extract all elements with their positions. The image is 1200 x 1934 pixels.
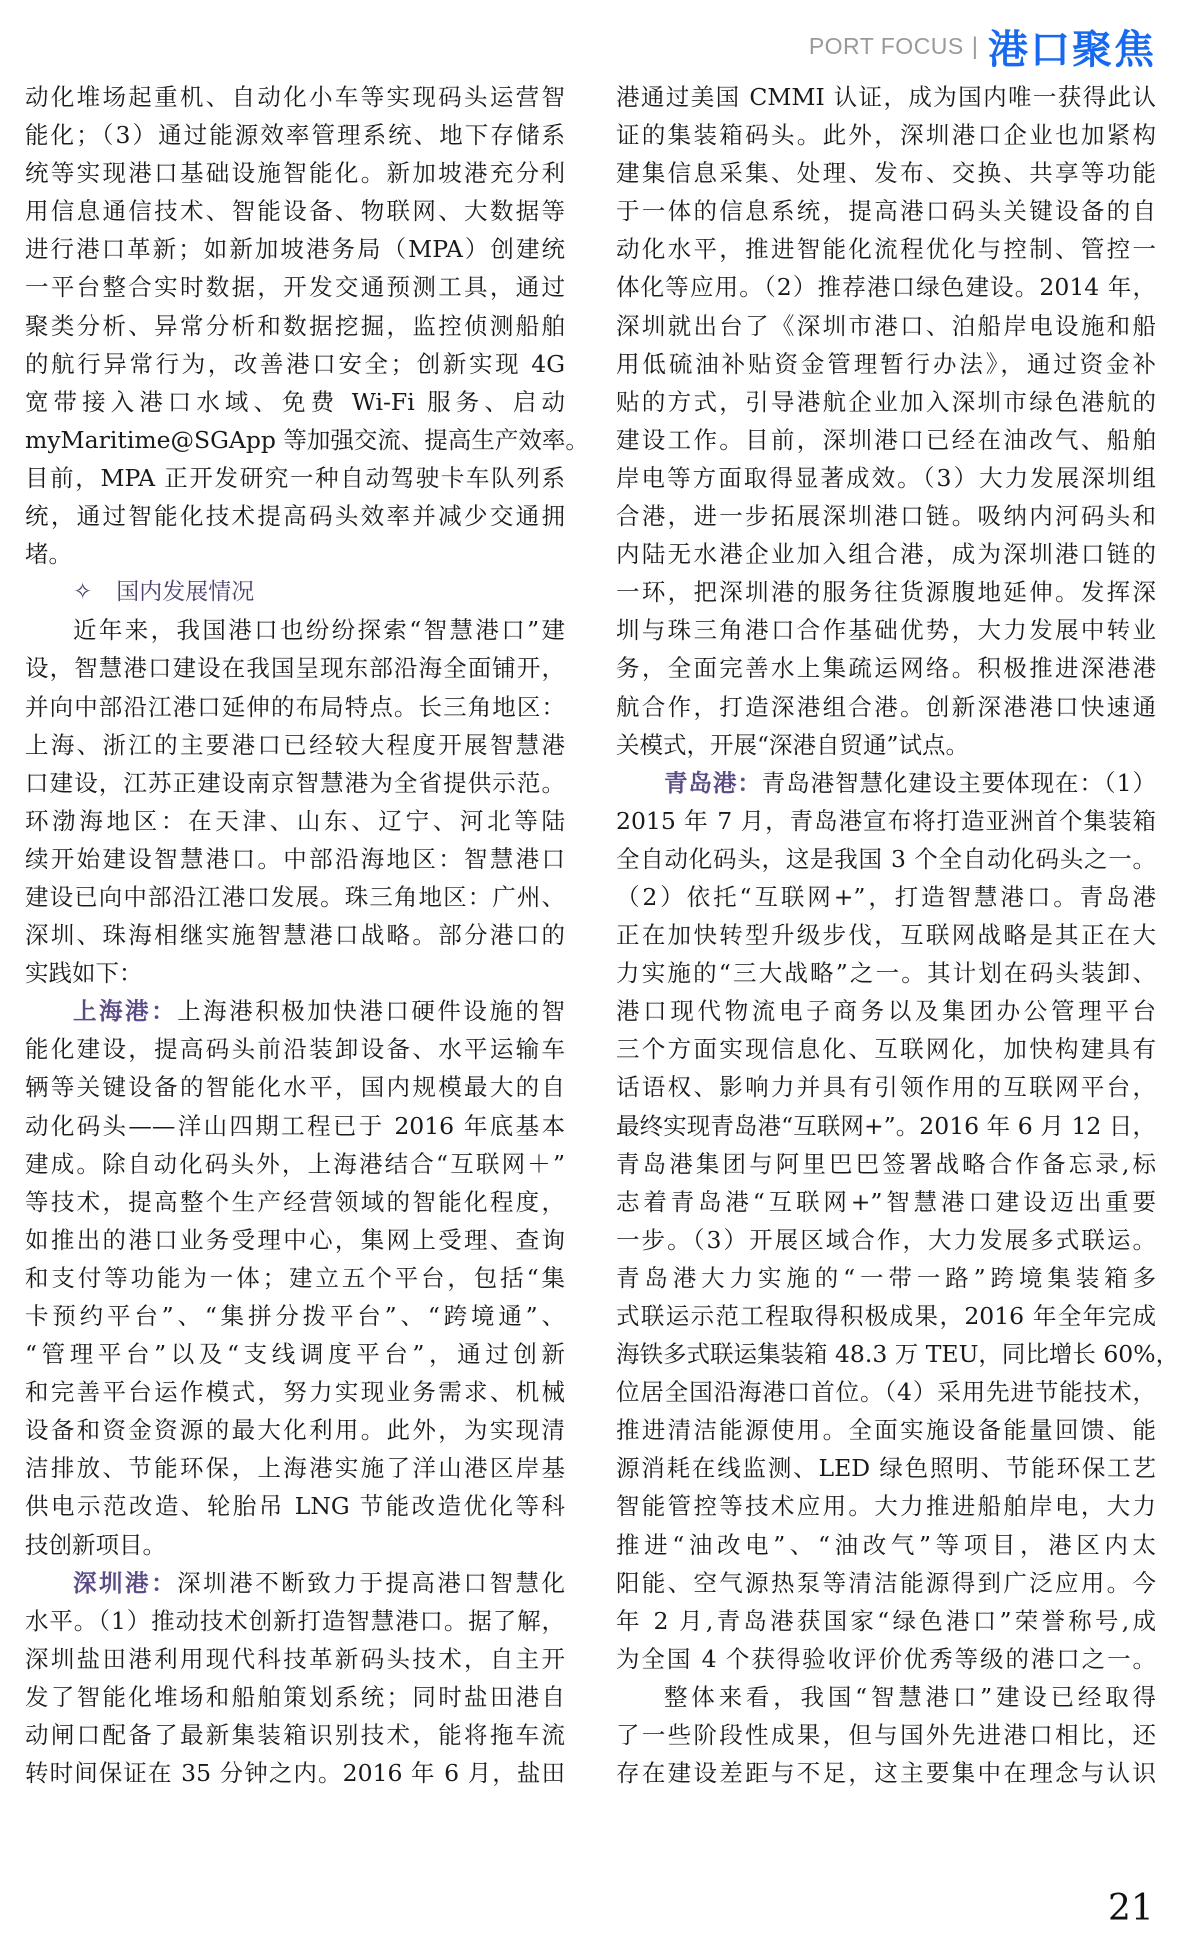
text-line bbox=[25, 1640, 565, 1678]
text-line bbox=[616, 116, 1156, 154]
line-text: 宽带接入港口水域、免费 Wi-Fi 服务、启动 bbox=[25, 387, 565, 416]
page-number: 21 bbox=[1108, 1888, 1154, 1929]
line-text: 体化等应用。（2）推荐港口绿色建设。2014 年， bbox=[616, 273, 1156, 302]
line-text: 建设工作。目前，深圳港口已经在油改气、船舶 bbox=[616, 425, 1156, 454]
line-text: 一步。（3）开展区域合作，大力发展多式联运。 bbox=[616, 1225, 1156, 1254]
line-text: 贴的方式，引导港航企业加入深圳市绿色港航的 bbox=[616, 387, 1156, 416]
text-line bbox=[25, 954, 565, 992]
line-text: 上海、浙江的主要港口已经较大程度开展智慧港 bbox=[25, 730, 565, 759]
text-line bbox=[25, 268, 565, 306]
line-text: 目前，MPA 正开发研究一种自动驾驶卡车队列系 bbox=[25, 463, 565, 492]
text-line bbox=[25, 878, 565, 916]
text-line bbox=[616, 1373, 1156, 1411]
line-text: 续开始建设智慧港口。中部沿海地区：智慧港口 bbox=[25, 844, 565, 873]
section-title-chinese: 港口聚焦 bbox=[988, 27, 1156, 73]
line-text: 位居全国沿海港口首位。（4）采用先进节能技术， bbox=[616, 1378, 1156, 1407]
text-line bbox=[616, 1183, 1156, 1221]
line-text: 志着青岛港“互联网+”智慧港口建设迈出重要 bbox=[616, 1187, 1156, 1216]
port-label: 青岛港： bbox=[664, 768, 762, 797]
line-text: 如推出的港口业务受理中心，集网上受理、查询 bbox=[25, 1225, 565, 1254]
line-text: （2）依托“互联网+”，打造智慧港口。青岛港 bbox=[616, 882, 1156, 911]
text-line bbox=[25, 497, 565, 535]
line-text: 建设已向中部沿江港口发展。珠三角地区：广州、 bbox=[25, 882, 565, 911]
text-line bbox=[25, 154, 565, 192]
line-text: 存在建设差距与不足，这主要集中在理念与认识 bbox=[616, 1759, 1156, 1788]
line-text: 发了智能化堆场和船舶策划系统；同时盐田港自 bbox=[25, 1682, 565, 1711]
line-text: 和完善平台运作模式，努力实现业务需求、机械 bbox=[25, 1378, 565, 1407]
line-text: “管理平台”以及“支线调度平台”，通过创新 bbox=[25, 1340, 565, 1369]
text-line bbox=[25, 1068, 565, 1106]
text-line bbox=[25, 611, 565, 649]
text-line bbox=[616, 230, 1156, 268]
diamond-bullet-icon: ✧ bbox=[73, 579, 93, 606]
text-line bbox=[616, 345, 1156, 383]
text-line bbox=[616, 192, 1156, 230]
line-text: 阳能、空气源热泵等清洁能源得到广泛应用。今 bbox=[616, 1568, 1156, 1597]
text-line bbox=[616, 840, 1156, 878]
text-line bbox=[616, 954, 1156, 992]
line-text: 最终实现青岛港“互联网+”。2016 年 6 月 12 日， bbox=[616, 1111, 1156, 1140]
text-line bbox=[25, 421, 589, 459]
text-line bbox=[616, 1449, 1156, 1487]
text-line bbox=[25, 1449, 565, 1487]
line-text: 的航行异常行为，改善港口安全；创新实现 4G bbox=[25, 349, 565, 378]
line-text: 智能管控等技术应用。大力推进船舶岸电，大力 bbox=[616, 1492, 1156, 1521]
text-line bbox=[25, 1030, 565, 1068]
line-text: 证的集装箱码头。此外，深圳港口企业也加紧构 bbox=[616, 121, 1156, 150]
line-text: 圳与珠三角港口合作基础优势，大力发展中转业 bbox=[616, 616, 1156, 645]
text-line bbox=[25, 1678, 565, 1716]
text-line bbox=[616, 1259, 1156, 1297]
text-line bbox=[25, 1602, 565, 1640]
line-text: 设备和资金资源的最大化利用。此外，为实现清 bbox=[25, 1416, 565, 1445]
text-line bbox=[616, 1107, 1156, 1145]
line-text: 2015 年 7 月，青岛港宣布将打造亚洲首个集装箱 bbox=[616, 806, 1156, 835]
line-text: 上海港积极加快港口硬件设施的智 bbox=[177, 997, 566, 1026]
line-text: 三个方面实现信息化、互联网化，加快构建具有 bbox=[616, 1035, 1156, 1064]
text-line bbox=[616, 1754, 1156, 1792]
text-line bbox=[616, 1526, 1156, 1564]
port-label: 深圳港： bbox=[73, 1568, 178, 1597]
text-line bbox=[616, 1564, 1156, 1602]
text-line bbox=[616, 307, 1156, 345]
text-line bbox=[25, 992, 565, 1030]
line-text: 建成。除自动化码头外，上海港结合“互联网＋” bbox=[25, 1149, 565, 1178]
text-line bbox=[616, 992, 1156, 1030]
text-line bbox=[616, 1335, 1180, 1373]
line-text: 卡预约平台”、“集拼分拨平台”、“跨境通”、 bbox=[25, 1302, 565, 1330]
text-line bbox=[25, 802, 565, 840]
line-text: 力实施的“三大战略”之一。其计划在码头装卸、 bbox=[616, 959, 1156, 988]
line-text: 内陆无水港企业加入组合港，成为深圳港口链的 bbox=[616, 540, 1156, 569]
line-text: 一平台整合实时数据，开发交通预测工具，通过 bbox=[25, 273, 565, 302]
section-title-english: PORT FOCUS bbox=[808, 33, 964, 59]
line-text: 动闸口配备了最新集装箱识别技术，能将拖车流 bbox=[25, 1721, 565, 1750]
text-line bbox=[25, 1145, 565, 1183]
line-text: 年 2 月,青岛港获国家“绿色港口”荣誉称号,成 bbox=[616, 1606, 1156, 1635]
text-line bbox=[25, 688, 565, 726]
line-text: 了一些阶段性成果，但与国外先进港口相比，还 bbox=[616, 1721, 1156, 1750]
line-text: 转时间保证在 35 分钟之内。2016 年 6 月，盐田 bbox=[25, 1759, 565, 1788]
text-line bbox=[25, 1373, 565, 1411]
text-line bbox=[25, 78, 565, 116]
text-line bbox=[616, 535, 1156, 573]
line-text: 推进清洁能源使用。全面实施设备能量回馈、能 bbox=[616, 1416, 1156, 1445]
text-line bbox=[616, 497, 1156, 535]
port-label: 上海港： bbox=[73, 997, 178, 1026]
text-line bbox=[616, 878, 1156, 916]
text-line bbox=[616, 1640, 1156, 1678]
line-text: 口建设，江苏正建设南京智慧港为全省提供示范。 bbox=[25, 768, 565, 797]
text-line bbox=[616, 573, 1156, 611]
text-line bbox=[616, 421, 1156, 459]
line-text: 为全国 4 个获得验收评价优秀等级的港口之一。 bbox=[616, 1644, 1156, 1673]
line-text: 话语权、影响力并具有引领作用的互联网平台， bbox=[616, 1073, 1156, 1102]
text-line bbox=[25, 345, 565, 383]
line-text: 源消耗在线监测、LED 绿色照明、节能环保工艺 bbox=[616, 1454, 1156, 1483]
text-line bbox=[616, 764, 1156, 802]
line-text: 深圳盐田港利用现代科技革新码头技术，自主开 bbox=[25, 1644, 565, 1673]
text-line bbox=[25, 726, 565, 764]
text-line bbox=[25, 649, 565, 687]
text-line bbox=[616, 268, 1156, 306]
line-text: 港通过美国 CMMI 认证，成为国内唯一获得此认 bbox=[616, 83, 1156, 111]
line-text: 航合作，打造深港组合港。创新深港港口快速通 bbox=[616, 692, 1156, 721]
text-line bbox=[25, 1259, 565, 1297]
text-line bbox=[25, 1716, 565, 1754]
line-text: 聚类分析、异常分析和数据挖掘，监控侦测船舶 bbox=[25, 311, 565, 340]
line-text: 水平。（1）推动技术创新打造智慧港口。据了解， bbox=[25, 1606, 565, 1635]
line-text: 进行港口革新；如新加坡港务局（MPA）创建统 bbox=[25, 235, 565, 264]
text-line bbox=[616, 688, 1156, 726]
line-text: 统，通过智能化技术提高码头效率并减少交通拥 bbox=[25, 502, 565, 531]
line-text: 用低硫油补贴资金管理暂行办法》，通过资金补 bbox=[616, 349, 1156, 378]
line-text: 正在加快转型升级步伐，互联网战略是其正在大 bbox=[616, 921, 1156, 950]
text-line bbox=[25, 535, 565, 573]
header-separator: | bbox=[971, 32, 978, 60]
line-text: 动化堆场起重机、自动化小车等实现码头运营智 bbox=[25, 83, 565, 111]
line-text: 全自动化码头，这是我国 3 个全自动化码头之一。 bbox=[616, 844, 1156, 873]
line-text: 青岛港大力实施的“一带一路”跨境集装箱多 bbox=[616, 1263, 1156, 1292]
line-text: 辆等关键设备的智能化水平，国内规模最大的自 bbox=[25, 1073, 565, 1102]
line-text: 能化；（3）通过能源效率管理系统、地下存储系 bbox=[25, 121, 565, 150]
text-line bbox=[25, 1107, 565, 1145]
line-text: myMaritime@SGApp 等加强交流、提高生产效率。 bbox=[25, 425, 589, 454]
line-text: 并向中部沿江港口延伸的布局特点。长三角地区： bbox=[25, 692, 565, 721]
text-line bbox=[25, 307, 565, 345]
text-line bbox=[616, 1068, 1156, 1106]
right-text-column bbox=[616, 78, 1180, 1792]
text-line bbox=[616, 154, 1156, 192]
text-line bbox=[25, 1754, 565, 1792]
line-text: 务，全面完善水上集疏运网络。积极推进深港港 bbox=[616, 654, 1156, 683]
line-text: 深圳就出台了《深圳市港口、泊船岸电设施和船 bbox=[616, 311, 1156, 340]
line-text: 环渤海地区：在天津、山东、辽宁、河北等陆 bbox=[25, 806, 565, 835]
text-line bbox=[25, 840, 565, 878]
text-line bbox=[25, 230, 565, 268]
text-line bbox=[616, 78, 1156, 116]
line-text: 推进“油改电”、“油改气”等项目，港区内太 bbox=[616, 1530, 1156, 1559]
text-line bbox=[616, 916, 1156, 954]
line-text: 技创新项目。 bbox=[25, 1530, 166, 1559]
line-text: 供电示范改造、轮胎吊 LNG 节能改造优化等科 bbox=[25, 1492, 565, 1521]
line-text: 洁排放、节能环保，上海港实施了洋山港区岸基 bbox=[25, 1454, 565, 1483]
text-line bbox=[25, 1183, 565, 1221]
line-text: 深圳港不断致力于提高港口智慧化 bbox=[177, 1568, 566, 1597]
text-line bbox=[616, 1716, 1156, 1754]
line-text: 式联运示范工程取得积极成果，2016 年全年完成 bbox=[616, 1302, 1156, 1330]
text-line bbox=[616, 1221, 1156, 1259]
text-line bbox=[25, 1526, 565, 1564]
line-text: 建集信息采集、处理、发布、交换、共享等功能 bbox=[616, 159, 1156, 188]
text-line bbox=[616, 383, 1156, 421]
text-line bbox=[616, 459, 1156, 497]
line-text: 港口现代物流电子商务以及集团办公管理平台 bbox=[616, 997, 1156, 1026]
line-text: 统等实现港口基础设施智能化。新加坡港充分利 bbox=[25, 159, 565, 188]
line-text: 一环，把深圳港的服务往货源腹地延伸。发挥深 bbox=[616, 578, 1156, 607]
section-header bbox=[809, 18, 1156, 75]
section-heading bbox=[25, 573, 565, 611]
text-line bbox=[25, 1221, 565, 1259]
text-line bbox=[25, 916, 565, 954]
line-text: 海铁多式联运集装箱 48.3 万 TEU，同比增长 60%， bbox=[616, 1340, 1180, 1369]
text-line bbox=[25, 192, 565, 230]
line-text: 近年来，我国港口也纷纷探索“智慧港口”建 bbox=[73, 616, 565, 645]
text-line bbox=[25, 459, 565, 497]
text-line bbox=[616, 1030, 1156, 1068]
line-text: 于一体的信息系统，提高港口码头关键设备的自 bbox=[616, 197, 1156, 226]
text-line bbox=[25, 1487, 565, 1525]
text-line bbox=[616, 649, 1156, 687]
line-text: 合港，进一步拓展深圳港口链。吸纳内河码头和 bbox=[616, 502, 1156, 531]
text-line bbox=[25, 1297, 565, 1335]
text-line bbox=[616, 1145, 1156, 1183]
text-line bbox=[25, 1564, 565, 1602]
line-text: 能化建设，提高码头前沿装卸设备、水平运输车 bbox=[25, 1035, 565, 1064]
text-line bbox=[616, 726, 1156, 764]
line-text: 设，智慧港口建设在我国呈现东部沿海全面铺开， bbox=[25, 654, 565, 683]
line-text: 和支付等功能为一体；建立五个平台，包括“集 bbox=[25, 1263, 565, 1292]
text-line bbox=[616, 1411, 1156, 1449]
line-text: 堵。 bbox=[25, 540, 72, 569]
line-text: 实践如下： bbox=[25, 959, 143, 988]
text-line bbox=[25, 1335, 565, 1373]
text-line bbox=[616, 1487, 1156, 1525]
section-heading-text: 国内发展情况 bbox=[116, 579, 255, 606]
text-line bbox=[25, 764, 565, 802]
left-text-column bbox=[25, 78, 589, 1792]
text-line bbox=[616, 1602, 1156, 1640]
line-text: 深圳、珠海相继实施智慧港口战略。部分港口的 bbox=[25, 921, 565, 950]
line-text: 等技术，提高整个生产经营领域的智能化程度， bbox=[25, 1187, 565, 1216]
line-text: 岸电等方面取得显著成效。（3）大力发展深圳组 bbox=[616, 463, 1156, 492]
text-line bbox=[616, 1297, 1156, 1335]
line-text: 青岛港集团与阿里巴巴签署战略合作备忘录,标 bbox=[616, 1149, 1156, 1178]
text-line bbox=[25, 383, 565, 421]
line-text: 整体来看，我国“智慧港口”建设已经取得 bbox=[664, 1682, 1156, 1711]
line-text: 用信息通信技术、智能设备、物联网、大数据等 bbox=[25, 197, 565, 226]
text-line bbox=[25, 1411, 565, 1449]
line-text: 动化码头——洋山四期工程已于 2016 年底基本 bbox=[25, 1111, 565, 1140]
text-line bbox=[25, 116, 565, 154]
line-text: 青岛港智慧化建设主要体现在：（1） bbox=[761, 768, 1157, 797]
text-line bbox=[616, 802, 1156, 840]
text-line bbox=[616, 1678, 1156, 1716]
line-text: 关模式，开展“深港自贸通”试点。 bbox=[616, 730, 970, 759]
line-text: 动化水平，推进智能化流程优化与控制、管控一 bbox=[616, 235, 1156, 264]
text-line bbox=[616, 611, 1156, 649]
